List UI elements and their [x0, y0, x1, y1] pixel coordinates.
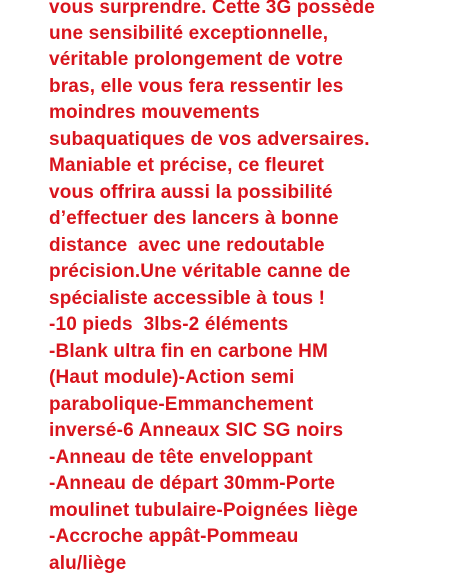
text-line-22: alu/liège	[49, 553, 127, 574]
text-line-6: subaquatiques de vos adversaires.	[49, 129, 370, 150]
text-line-10: distance avec une redoutable	[49, 235, 325, 256]
text-line-11: précision.Une véritable canne de	[49, 261, 351, 282]
text-line-15: (Haut module)-Action semi	[49, 367, 295, 388]
text-line-7: Maniable et précise, ce fleuret	[49, 155, 324, 176]
text-line-4: bras, elle vous fera ressentir les	[49, 76, 344, 97]
text-line-18: -Anneau de tête enveloppant	[49, 447, 313, 468]
text-line-16: parabolique-Emmanchement	[49, 394, 314, 415]
text-line-1: vous surprendre. Cette 3G possède	[49, 0, 375, 18]
text-line-2: une sensibilité exceptionnelle,	[49, 23, 329, 44]
text-line-20: moulinet tubulaire-Poignées liège	[49, 500, 358, 521]
text-line-8: vous offrira aussi la possibilité	[49, 182, 333, 203]
text-line-19: -Anneau de départ 30mm-Porte	[49, 473, 336, 494]
text-line-12: spécialiste accessible à tous !	[49, 288, 326, 309]
text-line-14: -Blank ultra fin en carbone HM	[49, 341, 328, 362]
text-line-13: -10 pieds 3lbs-2 éléments	[49, 314, 289, 335]
text-line-21: -Accroche appât-Pommeau	[49, 526, 299, 547]
text-line-17: inversé-6 Anneaux SIC SG noirs	[49, 420, 344, 441]
text-line-3: véritable prolongement de votre	[49, 49, 343, 70]
text-line-9: d’effectuer des lancers à bonne	[49, 208, 339, 229]
text-line-5: moindres mouvements	[49, 102, 260, 123]
